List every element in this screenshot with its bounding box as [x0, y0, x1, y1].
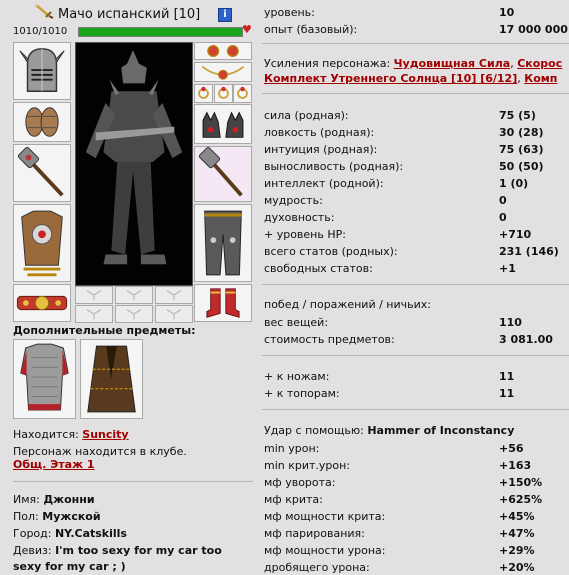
- pants-slot[interactable]: [194, 204, 252, 282]
- weapon-label: Удар с помощью:: [264, 424, 364, 437]
- divider: [13, 481, 253, 482]
- empty-slot[interactable]: [155, 305, 193, 323]
- skill-value: 11: [499, 387, 515, 400]
- stat-value: 75 (5): [499, 109, 536, 122]
- location-line: [13, 428, 129, 441]
- combat-label: мф мощности урона:: [264, 544, 386, 557]
- hammer-icon: [14, 145, 70, 201]
- combat-label: дробящего урона:: [264, 561, 370, 574]
- bracers-slot[interactable]: [13, 102, 71, 142]
- hp-text: 1010/1010: [13, 26, 68, 37]
- earring-icon: [195, 43, 251, 59]
- weight-label: вес вещей:: [264, 316, 329, 329]
- empty-slot-icon: [76, 306, 112, 322]
- character-name-text: Мачо испанский: [58, 7, 170, 22]
- stat-label: интуиция (родная):: [264, 143, 378, 156]
- empty-slot-icon: [156, 306, 192, 322]
- boost-link-strength[interactable]: Чудовищная Сила: [393, 57, 511, 70]
- stat-label: интеллект (родной):: [264, 177, 384, 190]
- empty-slot[interactable]: [75, 305, 113, 323]
- skill-label: + к ножам:: [264, 370, 330, 383]
- hp-bar: [78, 27, 243, 37]
- knight-figure-icon: [76, 43, 192, 285]
- cost-label: стоимость предметов:: [264, 333, 395, 346]
- floor-link[interactable]: Общ. Этаж 1: [13, 458, 95, 471]
- combat-value: +163: [499, 459, 532, 472]
- boost-link-set-2[interactable]: Комп: [524, 72, 558, 85]
- belt-icon: [14, 285, 70, 321]
- level-value: 10: [499, 6, 515, 19]
- character-name: [58, 7, 200, 22]
- combat-label: мф парирования:: [264, 527, 365, 540]
- combat-value: +45%: [499, 510, 535, 523]
- bio-motto-value: I'm too sexy for my car too sexy for my car ; ): [13, 544, 222, 573]
- cost-value: 3 081.00: [499, 333, 553, 346]
- boots-slot[interactable]: [194, 284, 252, 322]
- stat-value: 50 (50): [499, 160, 544, 173]
- bio-gender: [13, 509, 101, 525]
- combat-value: +150%: [499, 476, 543, 489]
- empty-slot-icon: [156, 287, 192, 303]
- armor-slot[interactable]: [13, 204, 71, 282]
- gloves-slot[interactable]: [194, 104, 252, 144]
- stat-value: 231 (146): [499, 245, 559, 258]
- pants-icon: [195, 205, 251, 281]
- location-label: Находится:: [13, 428, 79, 441]
- belt-slot[interactable]: [13, 284, 71, 322]
- ring-slot-3[interactable]: [233, 84, 252, 103]
- level-label: уровень:: [264, 6, 315, 19]
- boosts-line: [264, 56, 562, 71]
- boots-icon: [195, 285, 251, 321]
- exp-value: 17 000 000: [499, 23, 568, 36]
- skill-value: 11: [499, 370, 515, 383]
- divider: [262, 409, 569, 410]
- stat-value: 1 (0): [499, 177, 529, 190]
- sword-icon: [34, 3, 54, 19]
- extra-item-chainmail[interactable]: [13, 339, 76, 419]
- stat-label: свободных статов:: [264, 262, 373, 275]
- empty-slot[interactable]: [155, 286, 193, 304]
- combat-label: мф уворота:: [264, 476, 336, 489]
- combat-label: min крит.урон:: [264, 459, 351, 472]
- stat-value: 75 (63): [499, 143, 544, 156]
- ring-icon: [234, 85, 251, 102]
- stat-label: духовность:: [264, 211, 335, 224]
- empty-slot[interactable]: [115, 305, 153, 323]
- boost-link-speed[interactable]: Скорос: [517, 57, 563, 70]
- combat-value: +625%: [499, 493, 543, 506]
- chainmail-icon: [14, 340, 75, 418]
- hammer-slot[interactable]: [13, 144, 71, 202]
- stat-value: +1: [499, 262, 516, 275]
- amulet-slot[interactable]: [194, 62, 252, 82]
- helmet-slot[interactable]: [13, 42, 71, 100]
- offhand-slot[interactable]: [194, 146, 252, 202]
- amulet-icon: [195, 63, 251, 81]
- bio-gender-label: Пол:: [13, 510, 39, 523]
- bio-gender-value: Мужской: [42, 510, 101, 523]
- stat-label: ловкость (родная):: [264, 126, 375, 139]
- empty-slot-icon: [76, 287, 112, 303]
- hp-bar-fill: [79, 28, 242, 36]
- weapon-line: [264, 423, 514, 438]
- combat-value: +47%: [499, 527, 535, 540]
- bio-motto-label: Девиз:: [13, 544, 52, 557]
- combat-value: +56: [499, 442, 524, 455]
- bio-city: [13, 526, 127, 542]
- earring-slot[interactable]: [194, 42, 252, 60]
- bio-name-value: Джонни: [43, 493, 95, 506]
- ring-slot-2[interactable]: [214, 84, 233, 103]
- character-level: [10]: [173, 7, 201, 22]
- combat-label: min урон:: [264, 442, 320, 455]
- stat-value: 0: [499, 194, 507, 207]
- combat-value: +20%: [499, 561, 535, 574]
- bio-motto: [13, 543, 253, 575]
- boost-sep: ,: [510, 57, 518, 70]
- record-label: побед / поражений / ничьих:: [264, 298, 431, 311]
- character-portrait: [75, 42, 193, 286]
- divider: [262, 355, 569, 356]
- stat-value: +710: [499, 228, 532, 241]
- bracers-icon: [14, 103, 70, 141]
- armor-icon: [14, 205, 70, 281]
- divider: [262, 43, 569, 44]
- bio-city-value: NY.Catskills: [54, 527, 127, 540]
- bio-name: [13, 492, 95, 508]
- extra-item-cloak[interactable]: [80, 339, 143, 419]
- stat-label: + уровень HP:: [264, 228, 346, 241]
- empty-slot[interactable]: [115, 286, 153, 304]
- skill-label: + к топорам:: [264, 387, 340, 400]
- stat-label: мудрость:: [264, 194, 323, 207]
- stat-value: 30 (28): [499, 126, 544, 139]
- combat-value: +29%: [499, 544, 535, 557]
- city-link[interactable]: Suncity: [82, 428, 129, 441]
- bio-city-label: Город:: [13, 527, 52, 540]
- divider: [262, 284, 569, 285]
- empty-slot-icon: [116, 306, 152, 322]
- stat-label: выносливость (родная):: [264, 160, 404, 173]
- hammer-icon: [195, 147, 251, 201]
- empty-slot-icon: [116, 287, 152, 303]
- exp-label: опыт (базовый):: [264, 23, 358, 36]
- stat-label: всего статов (родных):: [264, 245, 398, 258]
- boost-link-set[interactable]: Комплект Утреннего Солнца [10] [6/12]: [264, 72, 518, 85]
- heart-icon: ♥: [242, 23, 252, 36]
- boost-sep: ,: [517, 72, 525, 85]
- stat-label: сила (родная):: [264, 109, 349, 122]
- divider: [262, 93, 569, 94]
- cloak-icon: [81, 340, 142, 418]
- weight-value: 110: [499, 316, 522, 329]
- club-text: Персонаж находится в клубе.: [13, 445, 187, 458]
- info-icon[interactable]: i: [218, 8, 232, 22]
- stat-value: 0: [499, 211, 507, 224]
- ring-icon: [195, 85, 212, 102]
- bio-name-label: Имя:: [13, 493, 40, 506]
- ring-icon: [215, 85, 232, 102]
- weapon-name: Hammer of Inconstancy: [367, 424, 515, 437]
- combat-label: мф крита:: [264, 493, 323, 506]
- empty-slot[interactable]: [75, 286, 113, 304]
- combat-label: мф мощности крита:: [264, 510, 386, 523]
- boosts-label: Усиления персонажа:: [264, 57, 391, 70]
- helmet-icon: [14, 43, 70, 99]
- extra-items-title: Дополнительные предметы:: [13, 324, 196, 337]
- boosts-line-2: [264, 71, 557, 86]
- ring-slot-1[interactable]: [194, 84, 213, 103]
- gloves-icon: [195, 105, 251, 143]
